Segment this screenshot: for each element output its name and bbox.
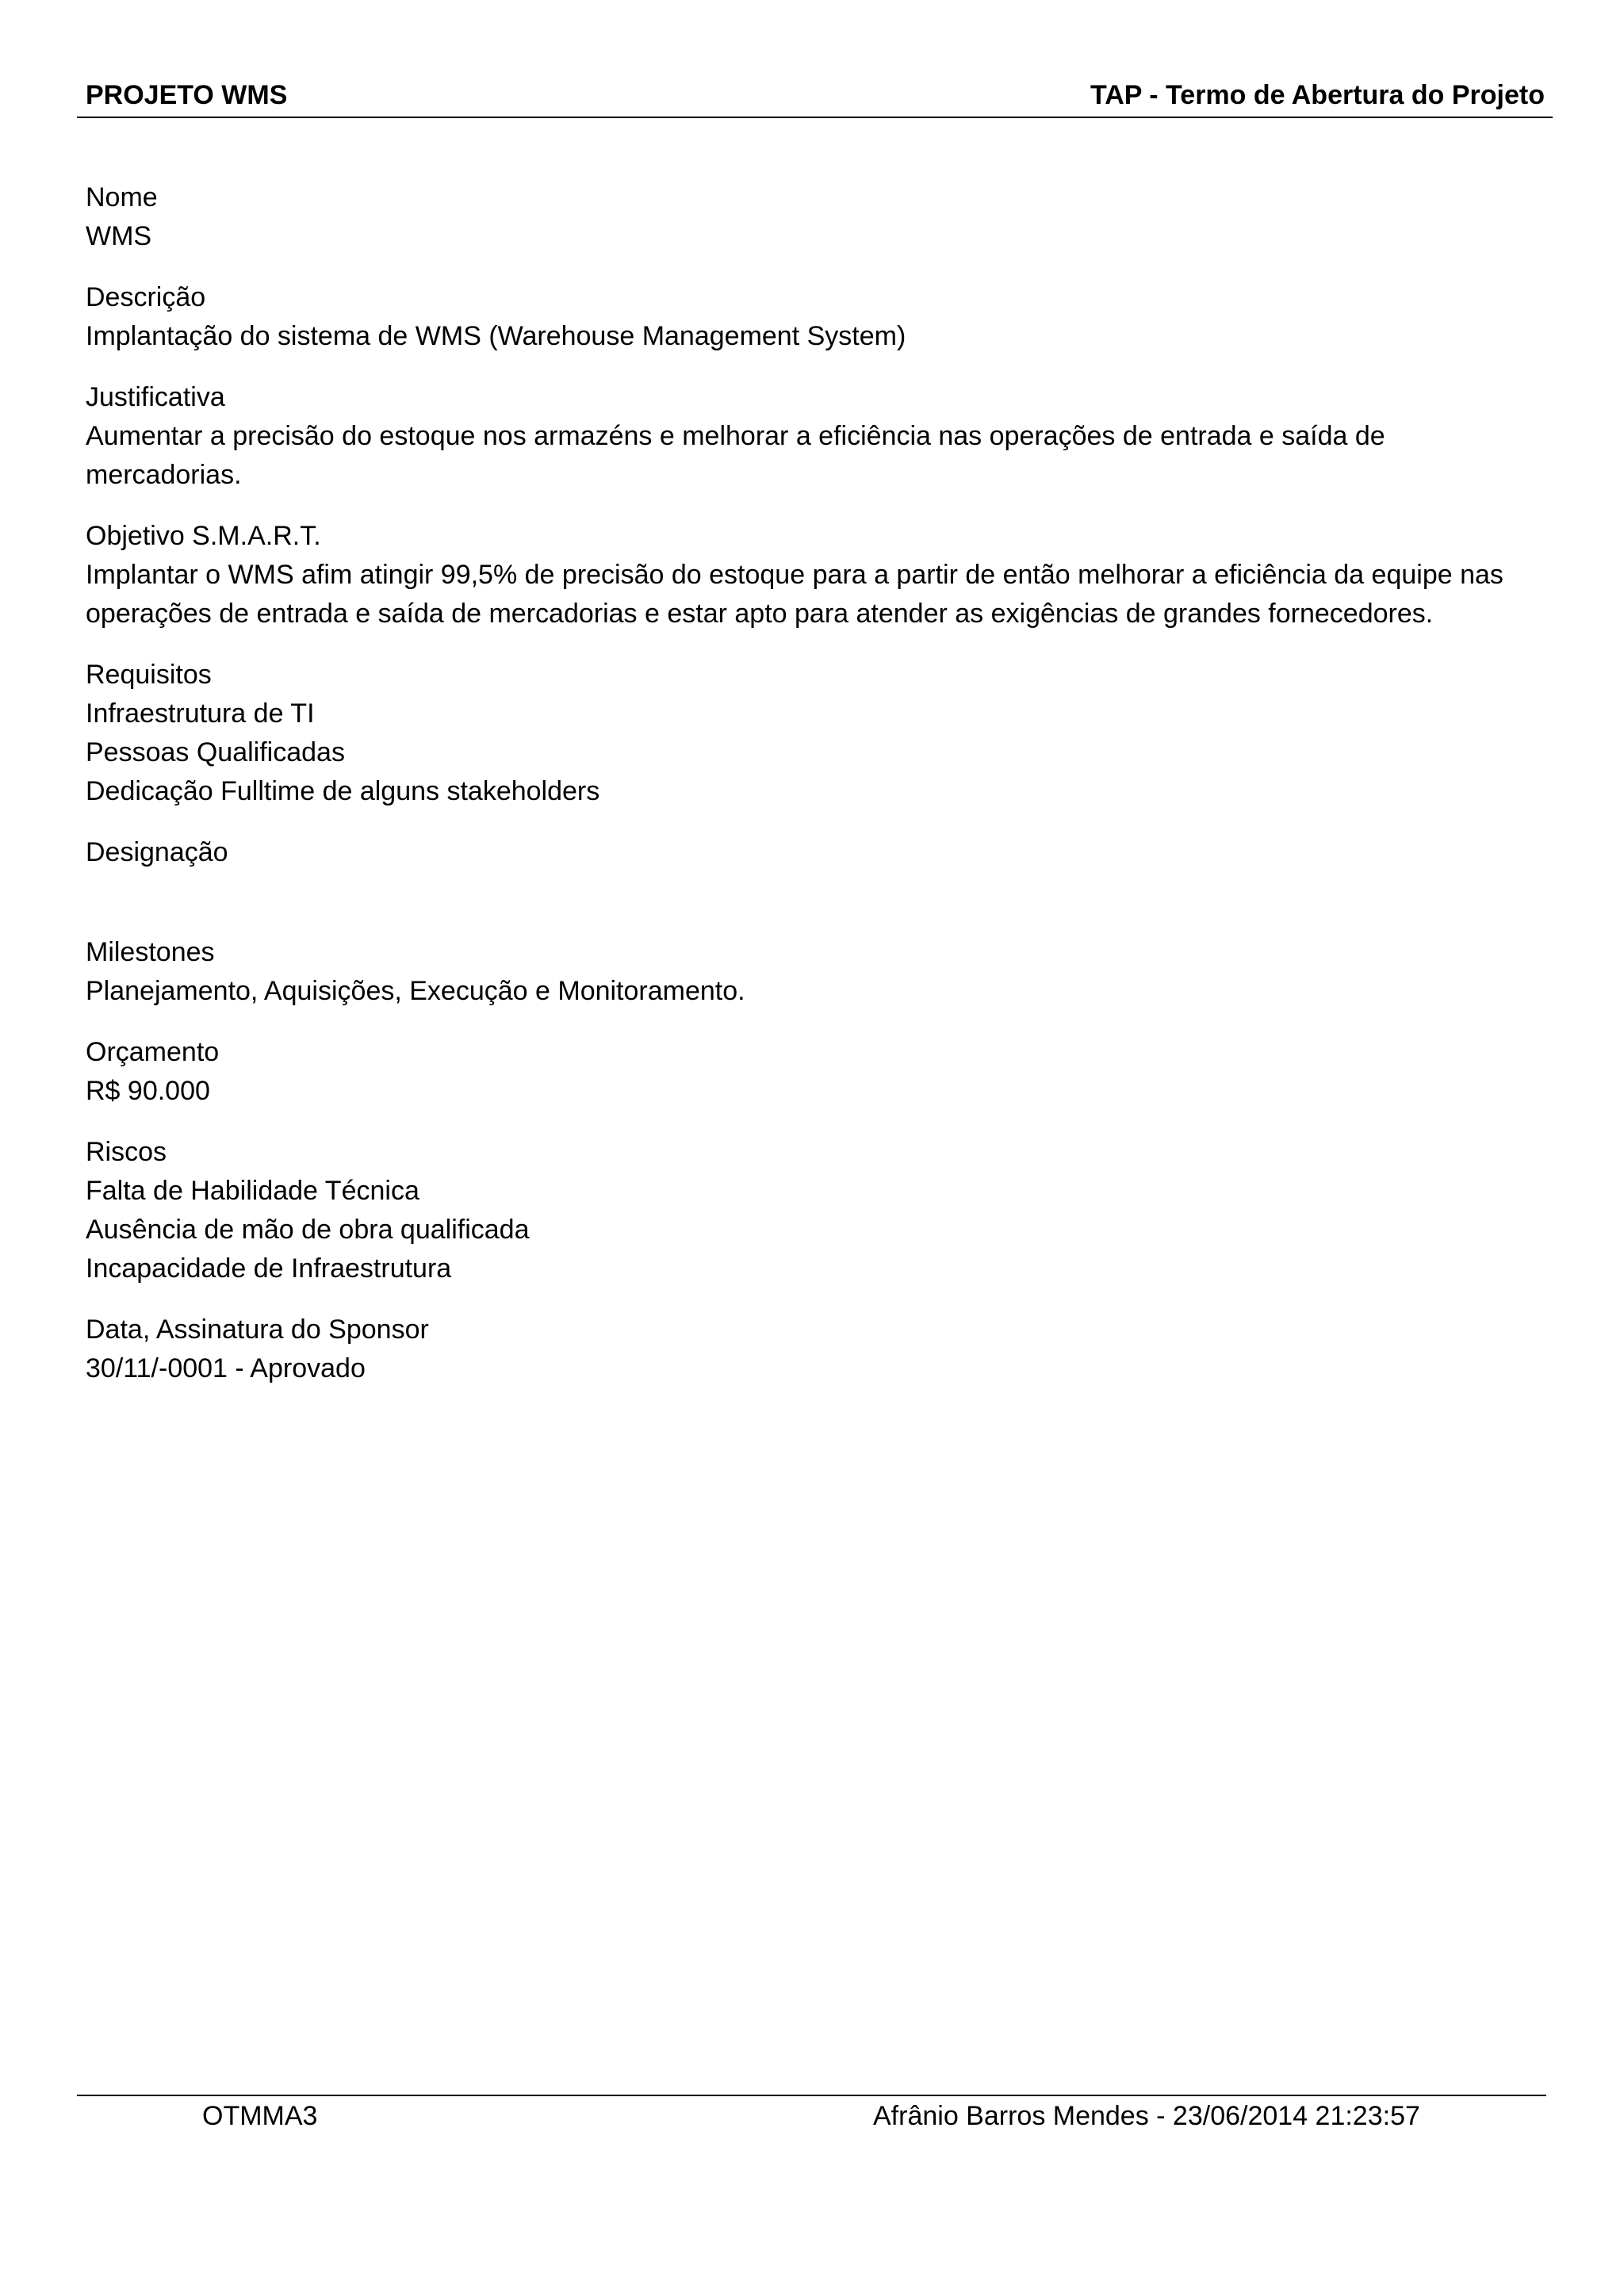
- section-label: Designação: [86, 837, 228, 867]
- section: [86, 178, 1553, 256]
- section: [86, 933, 1553, 1011]
- section-value: WMS: [86, 221, 152, 251]
- section-label: Descrição: [86, 282, 206, 312]
- section-label: Objetivo S.M.A.R.T.: [86, 521, 321, 551]
- section-value: Pessoas Qualificadas: [86, 737, 345, 767]
- section-value: [86, 872, 1553, 911]
- section-label: Nome: [86, 182, 158, 212]
- document-title: TAP - Termo de Abertura do Projeto: [1090, 80, 1545, 110]
- section-value: Planejamento, Aquisições, Execução e Monitoramento.: [86, 976, 745, 1006]
- section-value: 30/11/-0001 - Aprovado: [86, 1353, 366, 1383]
- section-value: Incapacidade de Infraestrutura: [86, 1253, 452, 1284]
- page-header: [77, 75, 1553, 118]
- section-label: Requisitos: [86, 660, 212, 690]
- section-label: Data, Assinatura do Sponsor: [86, 1314, 429, 1345]
- section: [86, 1033, 1553, 1111]
- section-label: Justificativa: [86, 382, 225, 412]
- section: [86, 517, 1553, 633]
- project-name: PROJETO WMS: [86, 80, 288, 110]
- section: [86, 1133, 1553, 1288]
- page-footer: [77, 2095, 1546, 2144]
- section-value: operações de entrada e saída de mercadorias e estar apto para atender as exigências de grandes fornecedores.: [86, 599, 1434, 629]
- section: [86, 833, 1553, 911]
- section-value: mercadorias.: [86, 460, 242, 490]
- section-label: Orçamento: [86, 1037, 220, 1067]
- footer-code: OTMMA3: [202, 2101, 318, 2131]
- section: [86, 378, 1553, 495]
- section: [86, 1311, 1553, 1388]
- section-value: Aumentar a precisão do estoque nos armazéns e melhorar a eficiência nas operações de entrada e saída de: [86, 421, 1385, 451]
- section-label: Riscos: [86, 1137, 167, 1167]
- section: [86, 278, 1553, 356]
- section-value: R$ 90.000: [86, 1076, 210, 1106]
- section-value: Ausência de mão de obra qualificada: [86, 1215, 530, 1245]
- section-value: Implantação do sistema de WMS (Warehouse Management System): [86, 321, 906, 351]
- document-body: [86, 178, 1553, 1410]
- section-value: Infraestrutura de TI: [86, 698, 315, 729]
- section-value: Implantar o WMS afim atingir 99,5% de precisão do estoque para a partir de então melhorar a eficiência da equipe nas: [86, 560, 1503, 590]
- section-value: Falta de Habilidade Técnica: [86, 1176, 419, 1206]
- footer-author-timestamp: Afrânio Barros Mendes - 23/06/2014 21:23:57: [873, 2101, 1420, 2131]
- section-value: Dedicação Fulltime de alguns stakeholders: [86, 776, 600, 806]
- section: [86, 656, 1553, 811]
- section-label: Milestones: [86, 937, 215, 967]
